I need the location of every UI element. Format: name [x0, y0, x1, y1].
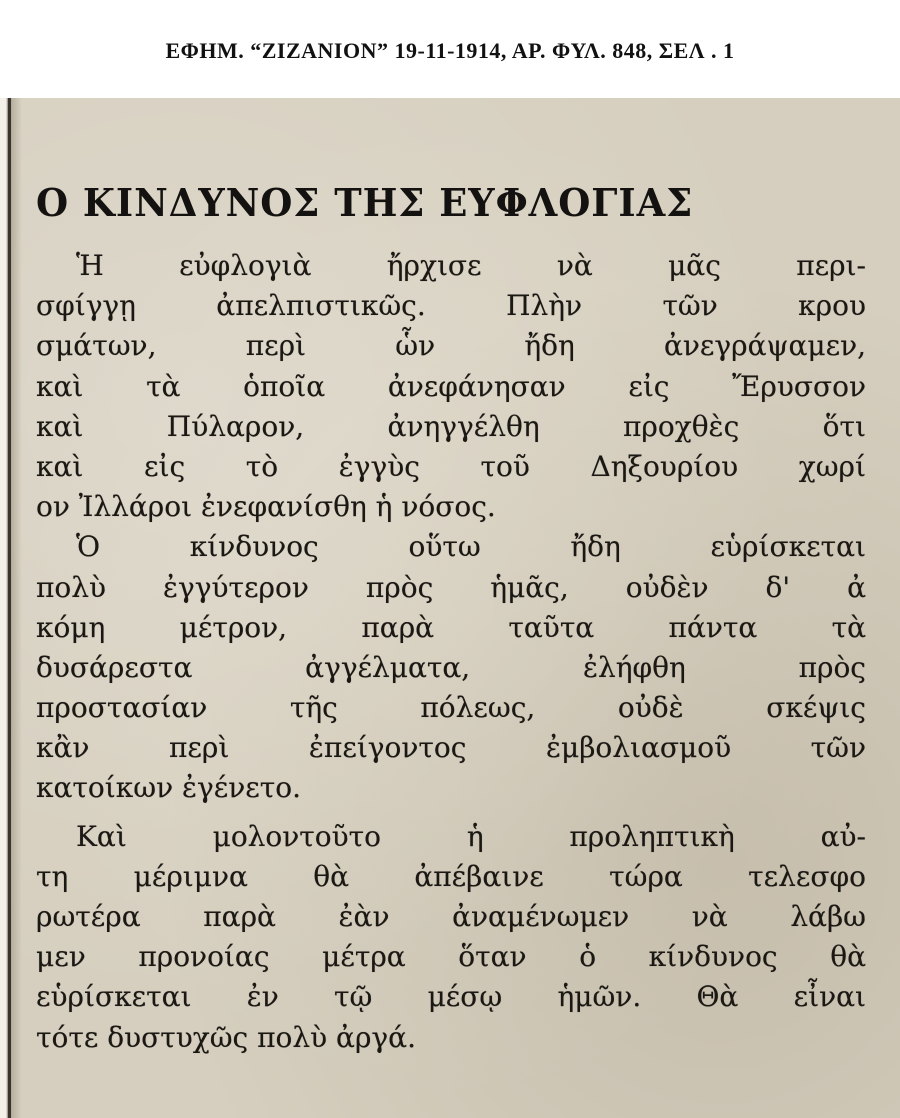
- article-headline: Ο ΚΙΝΔΥΝΟΣ ΤΗΣ ΕΥΦΛΟΓΙΑΣ: [36, 180, 694, 225]
- article-line: Ἡ εὐφλογιὰ ἤρχισε νὰ μᾶς περι-: [76, 249, 866, 282]
- newspaper-clipping: [0, 98, 900, 1118]
- article-line: σφίγγῃ ἀπελπιστικῶς. Πλὴν τῶν κρου: [36, 289, 866, 323]
- article-line: μεν προνοίας μέτρα ὅταν ὁ κίνδυνος θὰ: [36, 940, 866, 974]
- article-line: κατοίκων ἐγένετο.: [36, 771, 302, 805]
- document-caption: ΕΦΗΜ. “ΖΙΖΑΝΙΟΝ” 19-11-1914, ΑΡ. ΦΥΛ. 848, ΣΕΛ . 1: [165, 38, 735, 63]
- article-line: πολὺ ἐγγύτερον πρὸς ἡμᾶς, οὐδὲν δ' ἀ: [36, 570, 866, 604]
- article-line: προστασίαν τῆς πόλεως, οὐδὲ σκέψις: [36, 691, 866, 725]
- article-line: εὑρίσκεται ἐν τῷ μέσῳ ἡμῶν. Θὰ εἶναι: [36, 980, 866, 1014]
- article-line: τη μέριμνα θὰ ἀπέβαινε τώρα τελεσφο: [36, 859, 866, 893]
- article-line: τότε δυστυχῶς πολὺ ἀργά.: [36, 1020, 416, 1054]
- article-line: ρωτέρα παρὰ ἐὰν ἀναμένωμεν νὰ λάβω: [36, 900, 866, 933]
- article-line: καὶ Πύλαρον, ἀνηγγέλθη προχθὲς ὅτι: [36, 409, 866, 443]
- article-line: ον Ἰλλάροι ἐνεφανίσθη ἡ νόσος.: [36, 490, 496, 524]
- article-body: [36, 246, 866, 1058]
- article-line: κἂν περὶ ἐπείγοντος ἐμβολιασμοῦ τῶν: [36, 731, 866, 765]
- paragraph-gap: [36, 809, 866, 817]
- column-rule: [8, 98, 11, 1118]
- article-line: Ὁ κίνδυνος οὕτω ἤδη εὑρίσκεται: [76, 530, 866, 564]
- article-line: καὶ τὰ ὁποῖα ἀνεφάνησαν εἰς Ἔρυσσον: [36, 369, 866, 403]
- article-line: Καὶ μολοντοῦτο ἡ προληπτικὴ αὐ-: [76, 819, 866, 853]
- clipping-left-edge: [0, 98, 22, 1118]
- article-line: καὶ εἰς τὸ ἐγγὺς τοῦ Δηξουρίου χωρί: [36, 449, 866, 483]
- article-line: κόμη μέτρον, παρὰ ταῦτα πάντα τὰ: [36, 610, 866, 644]
- article-line: σμάτων, περὶ ὧν ἤδη ἀνεγράψαμεν,: [36, 329, 866, 363]
- article-line: δυσάρεστα ἀγγέλματα, ἐλήφθη πρὸς: [36, 650, 866, 684]
